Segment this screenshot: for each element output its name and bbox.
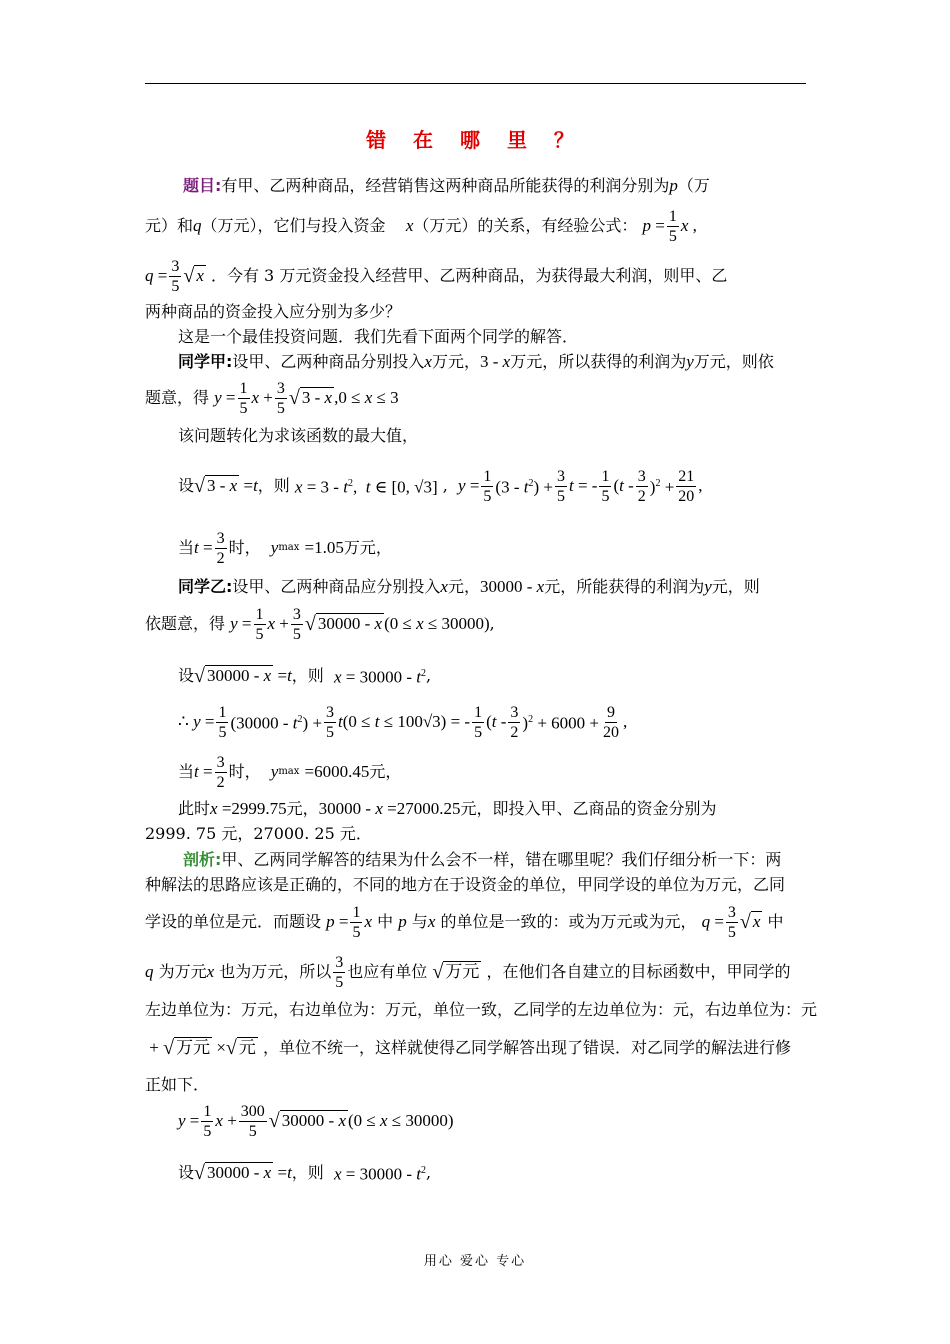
analysis-formula-1: y = $\frac{1}{5}$ x + $\frac{300}{5}$ √ 30000 - x (0 ≤ x ≤ 30000)	[178, 1102, 454, 1140]
studentB-line-3: 设 √ 30000 - x =t ，则 $x = 30000 - t^2$ ,	[178, 665, 432, 687]
page-footer: 用心 爱心 专心	[423, 1254, 527, 1269]
problem-label: 题目:	[183, 176, 222, 195]
studentB-line-5: 当 t = $\frac{3}{2}$ 时， y max =6000.45 元，	[178, 753, 402, 791]
problem-line-2: 元）和 q （万元），它们与投入资金 x （万元）的关系，有经验公式： p = $\frac{1}{5}$ x ,	[145, 207, 697, 245]
studentB-line-7: 2999. 75 元，27000. 25 元．	[145, 824, 372, 843]
studentB-line-1: 同学乙:设甲、乙两种商品应分别投入x元，30000 - x元，所能获得的利润为y元，则	[178, 577, 760, 596]
studentB-line-4: ∴ y = $\frac{1}{5}$ $(30000 - t^2)$ + $\frac{3}{5}$ t(0 ≤ t ≤ 100√3) = - $\frac{1}{5}$ (t - $\frac{3}{2}$ )$^2$ + 6000 + $\frac{9}{20}$ ,	[178, 703, 628, 741]
studentA-line-3: 该问题转化为求该函数的最大值，	[178, 426, 419, 445]
studentB-line-6: 此时x =2999.75元，30000 - x =27000.25元，即投入甲、乙商品的资金分别为	[178, 799, 717, 818]
studentA-line-5: 当 t = $\frac{3}{2}$ 时， y max =1.05 万元，	[178, 529, 392, 567]
page-title: 错 在 哪 里 ？	[366, 128, 584, 152]
analysis-line-6: + √ 万元 × √ 元 ，单位不统一，这样就使得乙同学解答出现了错误．对乙同学的解法进行修	[145, 1037, 792, 1059]
analysis-line-5: 左边单位为：万元，右边单位为：万元，单位一致，乙同学的左边单位为：元，右边单位为：元	[145, 1000, 818, 1019]
analysis-line-3: 学设的单位是元．而题设 p = $\frac{1}{5}$ x 中 p 与 x 的单位是一致的：或为万元或为元， q = $\frac{3}{5}$ √ x 中	[145, 903, 784, 941]
analysis-line-4: q 为万元 x 也为万元，所以 $\frac{3}{5}$ 也应有单位 √ 万元 ，在他们各自建立的目标函数中，甲同学的	[145, 953, 791, 991]
analysis-line-2: 种解法的思路应该是正确的，不同的地方在于设资金的单位，甲同学设的单位为万元，乙同	[145, 875, 786, 894]
analysis-formula-2: 设 √ 30000 - x =t ，则 $x = 30000 - t^2$ ,	[178, 1162, 432, 1184]
studentB-line-2: 依题意，得 y = $\frac{1}{5}$ x + $\frac{3}{5}$ √ 30000 - x (0 ≤ x ≤ 30000) ,	[145, 605, 495, 643]
analysis-line-1: 剖析:甲、乙两同学解答的结果为什么会不一样，错在哪里呢？我们仔细分析一下：两	[183, 850, 782, 869]
analysis-line-7: 正如下．	[145, 1075, 210, 1094]
header-rule	[145, 83, 806, 84]
intro-line: 这是一个最佳投资问题．我们先看下面两个同学的解答．	[178, 327, 579, 346]
problem-line-1: 题目:有甲、乙两种商品，经营销售这两种商品所能获得的利润分别为p（万	[183, 176, 710, 195]
problem-line-3: q = $\frac{3}{5}$ √ x ．今有 3 万元资金投入经营甲、乙两种商品，为获得最大利润，则甲、乙	[145, 257, 728, 295]
studentA-line-2: 题意，得 y = $\frac{1}{5}$ x + $\frac{3}{5}$ √ 3 - x ,0 ≤ x ≤ 3	[145, 379, 399, 417]
problem-line-4: 两种商品的资金投入应分别为多少？	[145, 302, 402, 321]
studentA-line-4: 设 √ 3 - x =t ，则 $x = 3 - t^2$, t ∈ [0, √3] , y = $\frac{1}{5}$ $(3 - t^2)$ + $\frac{3}{5}$ t = - $\frac{1}{5}$ (t - $\frac{3}{2}$ )$^2$ + $\frac{21}{20}$ ,	[178, 467, 703, 505]
studentA-line-1: 同学甲:设甲、乙两种商品分别投入x万元，3 - x万元，所以获得的利润为y万元，则依	[178, 352, 774, 371]
